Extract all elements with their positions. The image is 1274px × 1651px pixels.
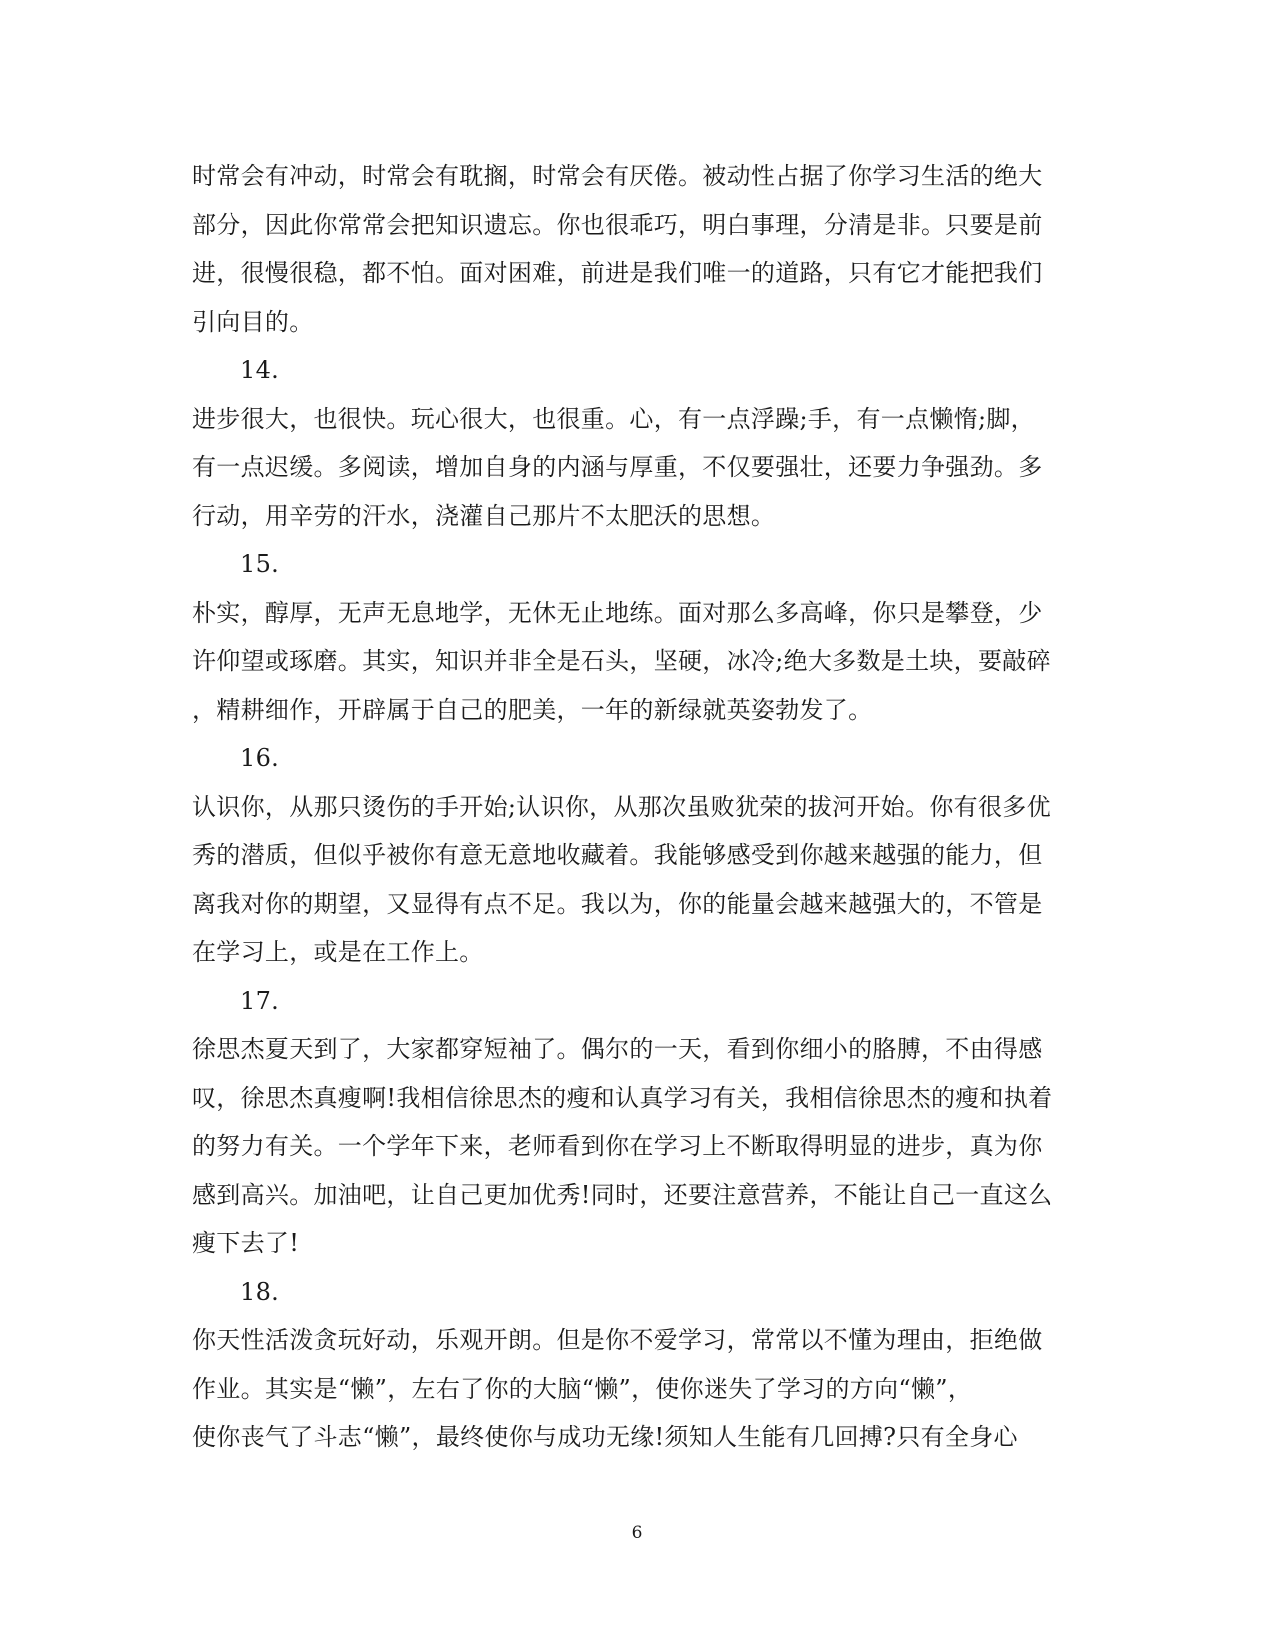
- text-line: 进，很慢很稳，都不怕。面对困难，前进是我们唯一的道路，只有它才能把我们: [192, 259, 1043, 287]
- text-line: 进步很大，也很快。玩心很大，也很重。心，有一点浮躁;手，有一点懒惰;脚，: [192, 404, 1035, 433]
- text-line: 在学习上，或是在工作上。: [192, 938, 484, 966]
- text-line: 有一点迟缓。多阅读，增加自身的内涵与厚重，不仅要强壮，还要力争强劲。多: [192, 453, 1043, 481]
- text-line: 你天性活泼贪玩好动，乐观开朗。但是你不爱学习，常常以不懂为理由，拒绝做: [192, 1326, 1043, 1354]
- text-line: 的努力有关。一个学年下来，老师看到你在学习上不断取得明显的进步，真为你: [192, 1132, 1043, 1160]
- page-number: 6: [631, 1523, 643, 1543]
- text-line: 使你丧气了斗志“懒”，最终使你与成功无缘!须知人生能有几回搏?只有全身心: [192, 1423, 1018, 1451]
- item-number: 17.: [240, 986, 280, 1015]
- text-line: 认识你，从那只烫伤的手开始;认识你，从那次虽败犹荣的拔河开始。你有很多优: [192, 792, 1051, 821]
- text-line: ，精耕细作，开辟属于自己的肥美，一年的新绿就英姿勃发了。: [192, 695, 873, 724]
- text-line: 秀的潜质，但似乎被你有意无意地收藏着。我能够感受到你越来越强的能力，但: [192, 841, 1043, 869]
- text-line: 徐思杰夏天到了，大家都穿短袖了。偶尔的一天，看到你细小的胳膊，不由得感: [192, 1035, 1043, 1063]
- item-number: 14.: [240, 356, 280, 384]
- text-line: 时常会有冲动，时常会有耽搁，时常会有厌倦。被动性占据了你学习生活的绝大: [192, 162, 1043, 190]
- document-body: [192, 152, 1092, 1462]
- text-line: 离我对你的期望，又显得有点不足。我以为，你的能量会越来越强大的，不管是: [192, 889, 1043, 918]
- text-line: 行动，用辛劳的汗水，浇灌自己那片不太肥沃的思想。: [192, 501, 776, 530]
- item-number: 15.: [240, 550, 280, 578]
- item-number: 16.: [240, 744, 280, 772]
- text-line: 瘦下去了!: [192, 1229, 300, 1257]
- text-line: 部分，因此你常常会把知识遗忘。你也很乖巧，明白事理，分清是非。只要是前: [192, 210, 1043, 239]
- text-line: 许仰望或琢磨。其实，知识并非全是石头，坚硬，冰冷;绝大多数是土块，要敲碎: [192, 647, 1051, 675]
- text-line: 朴实，醇厚，无声无息地学，无休无止地练。面对那么多高峰，你只是攀登，少: [192, 598, 1043, 627]
- text-line: 作业。其实是“懒”，左右了你的大脑“懒”，使你迷失了学习的方向“懒”，: [192, 1374, 973, 1403]
- text-line: 引向目的。: [192, 307, 314, 336]
- text-line: 叹，徐思杰真瘦啊!我相信徐思杰的瘦和认真学习有关，我相信徐思杰的瘦和执着: [192, 1083, 1053, 1112]
- item-number: 18.: [240, 1277, 280, 1306]
- text-line: 感到高兴。加油吧，让自己更加优秀!同时，还要注意营养，不能让自己一直这么: [192, 1180, 1053, 1209]
